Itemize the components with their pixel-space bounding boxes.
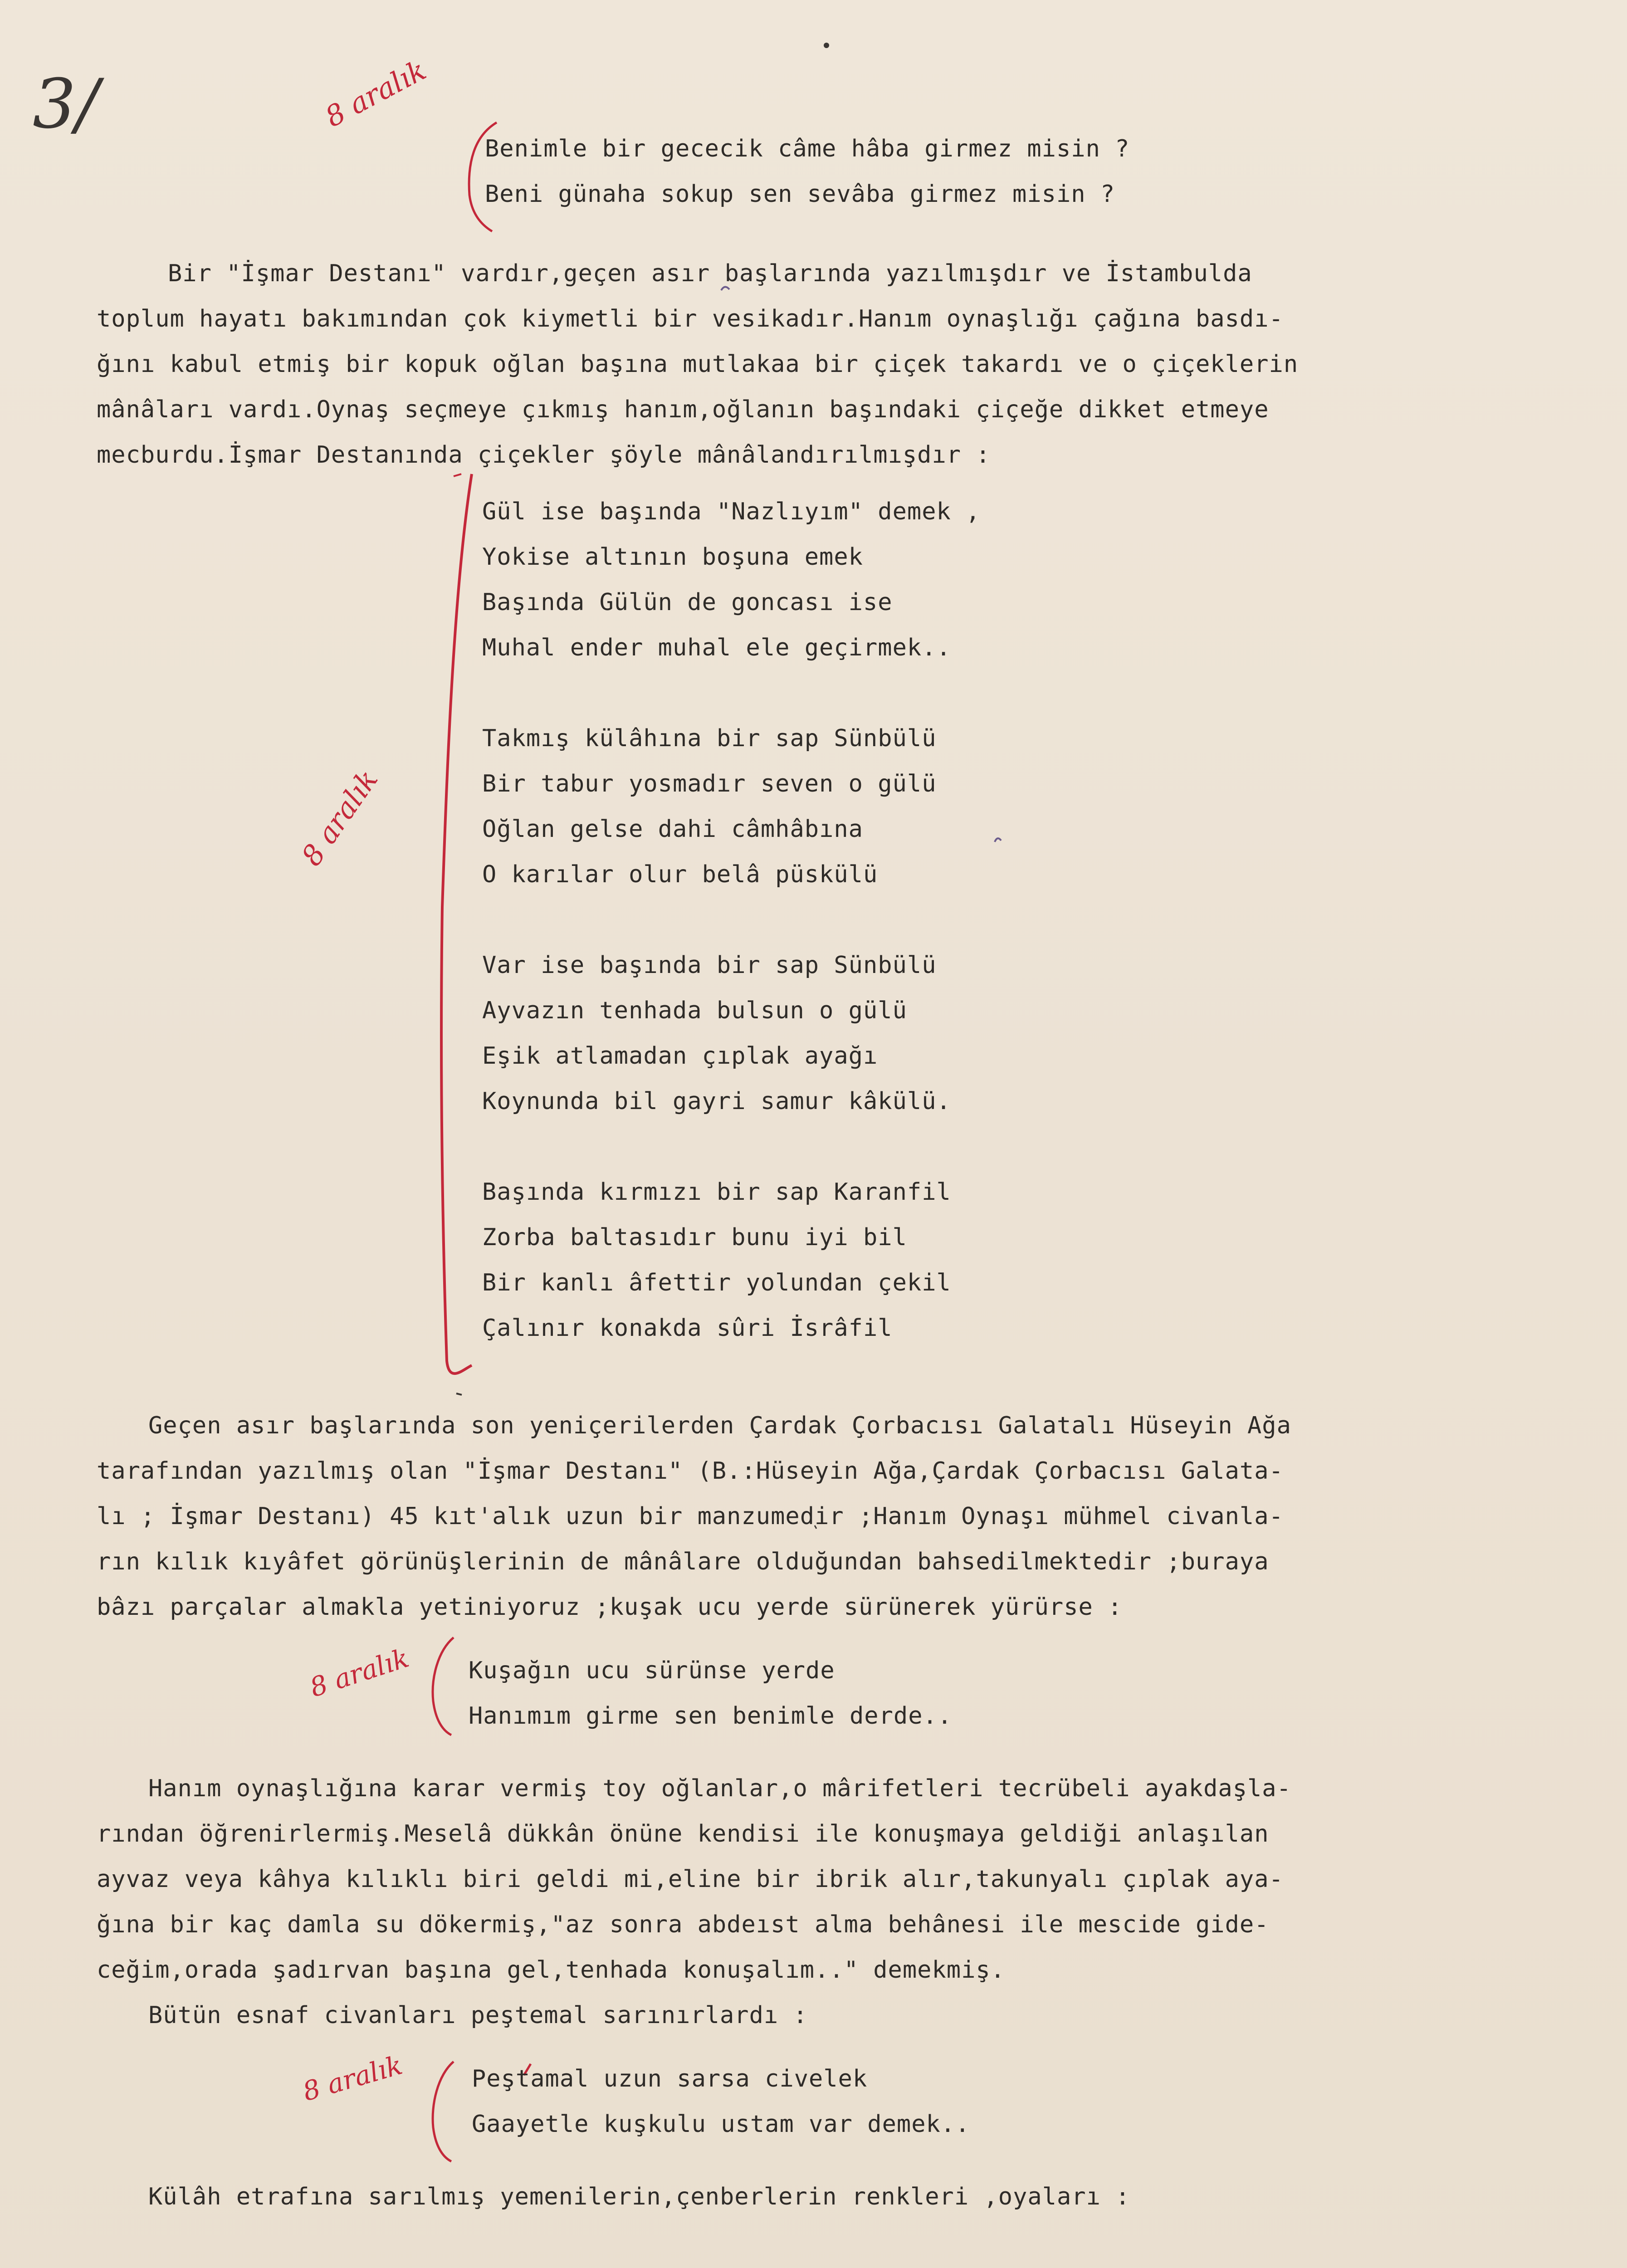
margin-annotation: 8 aralık	[306, 1642, 413, 1703]
couplet-line: Hanımım girme sen benimle derde..	[469, 1702, 953, 1730]
poem-line: Yokise altının boşuna emek	[482, 543, 863, 571]
poem-line: O karılar olur belâ püskülü	[482, 861, 878, 888]
paragraph-line: Külâh etrafına sarılmış yemenilerin,çenberlerin renkleri ,oyaları :	[148, 2183, 1130, 2210]
paragraph-line: ğına bir kaç damla su dökermiş,"az sonra abdeıst alma behânesi ile mescide gide-	[97, 1911, 1269, 1938]
paragraph-line: tarafından yazılmış olan "İşmar Destanı" (B.:Hüseyin Ağa,Çardak Çorbacısı Galata-	[97, 1457, 1284, 1485]
paragraph-line: Bütün esnaf civanları peştemal sarınırlardı :	[148, 2002, 808, 2029]
paragraph-line: rından öğrenirlermiş.Meselâ dükkân önüne kendisi ile konuşmaya geldiği anlaşılan	[97, 1820, 1269, 1848]
paragraph-line: mânâları vardı.Oynaş seçmeye çıkmış hanım,oğlanın başındaki çiçeğe dikket etmeye	[97, 396, 1269, 423]
paragraph-line: rın kılık kıyâfet görünüşlerinin de mânâlare olduğundan bahsedilmektedir ;buraya	[97, 1548, 1269, 1575]
paragraph-line: mecburdu.İşmar Destanında çiçekler şöyle mânâlandırılmışdır :	[97, 441, 991, 469]
paragraph-line: ayvaz veya kâhya kılıklı biri geldi mi,eline bir ibrik alır,takunyalı çıplak aya-	[97, 1866, 1284, 1893]
poem-line: Koynunda bil gayri samur kâkülü.	[482, 1088, 951, 1115]
paragraph-line: toplum hayatı bakımından çok kiymetli bir vesikadır.Hanım oynaşlığı çağına basdı-	[97, 305, 1284, 332]
couplet-line: Beni günaha sokup sen sevâba girmez misin ?	[485, 181, 1115, 208]
paragraph-line: Hanım oynaşlığına karar vermiş toy oğlanlar,o mârifetleri tecrübeli ayakdaşla-	[148, 1775, 1291, 1802]
couplet-line: Peştamal uzun sarsa civelek	[472, 2065, 868, 2092]
poem-line: Var ise başında bir sap Sünbülü	[482, 952, 937, 979]
poem-line: Oğlan gelse dahi câmhâbına	[482, 816, 863, 843]
couplet-line: Kuşağın ucu sürünse yerde	[469, 1657, 835, 1684]
paragraph-line: bâzı parçalar almakla yetiniyoruz ;kuşak ucu yerde sürünerek yürürse :	[97, 1593, 1123, 1621]
paragraph-line: Bir "İşmar Destanı" vardır,geçen asır başlarında yazılmışdır ve İstambulda	[168, 260, 1252, 287]
poem-line: Takmış külâhına bir sap Sünbülü	[482, 725, 937, 752]
margin-annotation: 8 aralık	[320, 53, 432, 134]
margin-annotation: 8 aralık	[299, 2049, 406, 2107]
poem-line: Zorba baltasıdır bunu iyi bil	[482, 1224, 907, 1251]
poem-line: Çalınır konakda sûri İsrâfil	[482, 1315, 893, 1342]
poem-line: Ayvazın tenhada bulsun o gülü	[482, 997, 907, 1024]
paragraph-line: Geçen asır başlarında son yeniçerilerden Çardak Çorbacısı Galatalı Hüseyin Ağa	[148, 1412, 1291, 1439]
poem-line: Bir kanlı âfettir yolundan çekil	[482, 1269, 951, 1296]
paragraph-line: ceğim,orada şadırvan başına gel,tenhada konuşalım.." demekmiş.	[97, 1956, 1006, 1984]
poem-line: Başında kırmızı bir sap Karanfil	[482, 1178, 951, 1206]
couplet-line: Benimle bir gececik câme hâba girmez misin ?	[485, 135, 1130, 162]
page-number: 3/	[33, 65, 99, 144]
poem-line: Gül ise başında "Nazlıyım" demek ,	[482, 498, 981, 525]
poem-line: Bir tabur yosmadır seven o gülü	[482, 770, 937, 797]
poem-line: Muhal ender muhal ele geçirmek..	[482, 634, 951, 661]
couplet-line: Gaayetle kuşkulu ustam var demek..	[472, 2111, 970, 2138]
margin-annotation: 8 aralık	[295, 763, 385, 872]
poem-line: Eşik atlamadan çıplak ayağı	[482, 1042, 878, 1070]
paragraph-line: ğını kabul etmiş bir kopuk oğlan başına mutlakaa bir çiçek takardı ve o çiçeklerin	[97, 351, 1299, 378]
poem-line: Başında Gülün de goncası ise	[482, 589, 893, 616]
paragraph-line: lı ; İşmar Destanı) 45 kıt'alık uzun bir manzumedir ;Hanım Oynaşı mühmel civanla-	[97, 1503, 1284, 1530]
